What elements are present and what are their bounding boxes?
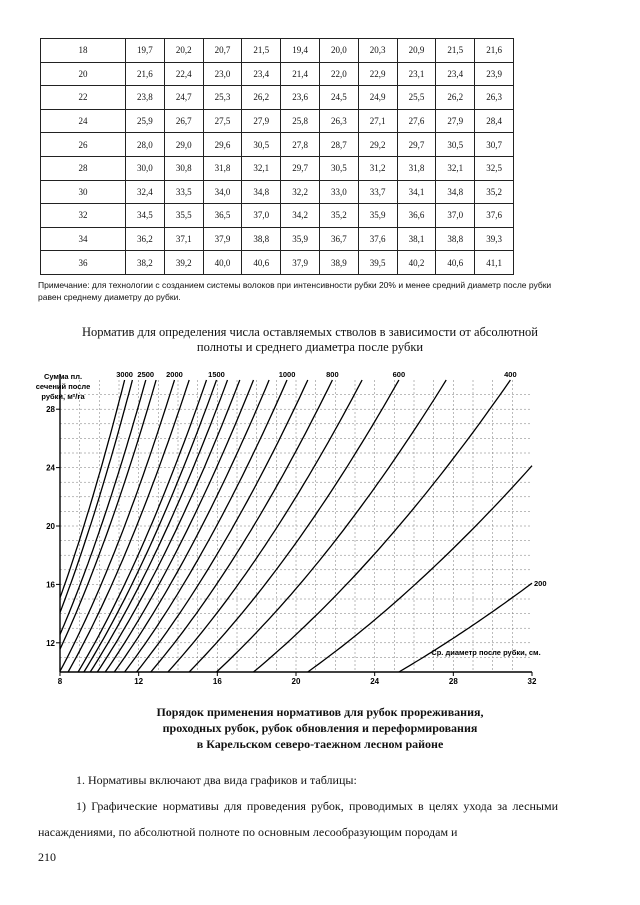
table-cell: 26,2: [436, 86, 475, 110]
table-cell: 36,7: [319, 227, 358, 251]
table-cell: 34,2: [281, 204, 320, 228]
row-diameter-cell: 36: [41, 251, 126, 275]
series-curve-1200: [105, 380, 253, 672]
table-cell: 26,7: [164, 109, 203, 133]
table-cell: 32,5: [475, 156, 514, 180]
table-cell: 20,9: [397, 39, 436, 63]
table-cell: 23,8: [126, 86, 165, 110]
table-cell: 27,9: [436, 109, 475, 133]
table-cell: 24,5: [319, 86, 358, 110]
table-cell: 36,6: [397, 204, 436, 228]
x-axis-label: Ср. диаметр после рубки, см.: [431, 648, 541, 657]
table-cell: 20,0: [319, 39, 358, 63]
table-cell: 26,3: [319, 109, 358, 133]
table-cell: 25,9: [126, 109, 165, 133]
table-cell: 29,6: [203, 133, 242, 157]
table-cell: 35,5: [164, 204, 203, 228]
y-tick-label: 28: [46, 405, 55, 415]
table-cell: 25,3: [203, 86, 242, 110]
table-cell: 21,6: [475, 39, 514, 63]
section-title: [60, 704, 580, 752]
y-axis-label: сечений после: [35, 382, 91, 391]
table-cell: 38,2: [126, 251, 165, 275]
table-cell: 38,8: [242, 227, 281, 251]
y-axis-label: Сумма пл.: [43, 372, 83, 381]
table-cell: 30,8: [164, 156, 203, 180]
table-cell: 30,5: [319, 156, 358, 180]
table-cell: 32,4: [126, 180, 165, 204]
series-label: 1500: [208, 370, 225, 379]
table-cell: 23,4: [242, 62, 281, 86]
table-cell: 30,5: [436, 133, 475, 157]
table-cell: 37,1: [164, 227, 203, 251]
table-cell: 30,7: [475, 133, 514, 157]
y-tick-label: 20: [46, 522, 55, 531]
table-cell: 38,9: [319, 251, 358, 275]
table-cell: 29,7: [397, 133, 436, 157]
table-cell: 37,9: [203, 227, 242, 251]
series-curve-2800: [60, 380, 132, 613]
table-cell: 25,8: [281, 109, 320, 133]
table-cell: 39,5: [358, 251, 397, 275]
table-cell: 31,8: [397, 156, 436, 180]
table-cell: 27,8: [281, 133, 320, 157]
table-cell: 34,0: [203, 180, 242, 204]
table-cell: 28,4: [475, 109, 514, 133]
table-cell: 36,2: [126, 227, 165, 251]
table-cell: 23,6: [281, 86, 320, 110]
table-cell: 39,2: [164, 251, 203, 275]
table-cell: 37,6: [358, 227, 397, 251]
table-cell: 29,7: [281, 156, 320, 180]
x-tick-label: 28: [448, 677, 458, 686]
table-cell: 20,3: [358, 39, 397, 63]
series-label: 1000: [278, 370, 296, 379]
table-cell: 40,2: [397, 251, 436, 275]
table-cell: 24,7: [164, 86, 203, 110]
row-diameter-cell: 32: [41, 204, 126, 228]
table-cell: 23,0: [203, 62, 242, 86]
table-cell: 19,7: [126, 39, 165, 63]
table-cell: 21,5: [436, 39, 475, 63]
y-axis-label: рубки, м²/га: [41, 392, 85, 401]
section-title-line-2: проходных рубок, рубок обновления и переформирования: [162, 721, 478, 735]
x-tick-label: 12: [134, 677, 144, 686]
table-cell: 27,6: [397, 109, 436, 133]
series-label: 200: [534, 579, 547, 589]
table-cell: 33,5: [164, 180, 203, 204]
row-diameter-cell: 26: [41, 133, 126, 157]
table-cell: 23,1: [397, 62, 436, 86]
table-cell: 34,5: [126, 204, 165, 228]
table-cell: 30,0: [126, 156, 165, 180]
table-cell: 21,5: [242, 39, 281, 63]
table-cell: 31,2: [358, 156, 397, 180]
table-cell: 37,9: [281, 251, 320, 275]
row-diameter-cell: 20: [41, 62, 126, 86]
table-cell: 34,8: [242, 180, 281, 204]
table-cell: 33,7: [358, 180, 397, 204]
table-cell: 27,5: [203, 109, 242, 133]
series-label: 400: [504, 370, 517, 379]
table-cell: 19,4: [281, 39, 320, 63]
series-label: 600: [392, 370, 406, 379]
y-tick-label: 16: [46, 580, 55, 590]
table-cell: 38,1: [397, 227, 436, 251]
paragraph-1: 1. Нормативы включают два вида графиков и таблицы:: [76, 773, 357, 787]
table-cell: 40,6: [242, 251, 281, 275]
section-title-line-3: в Карельском северо-таежном лесном районе: [196, 737, 444, 751]
series-label: 3000: [116, 370, 133, 379]
table-cell: 23,4: [436, 62, 475, 86]
table-cell: 32,1: [436, 156, 475, 180]
series-curve-3000: [60, 380, 125, 598]
table-cell: 38,8: [436, 227, 475, 251]
table-cell: 33,0: [319, 180, 358, 204]
series-label: 2000: [166, 370, 183, 379]
table-cell: 26,3: [475, 86, 514, 110]
series-label: 2500: [137, 370, 155, 379]
series-curve-200: [399, 583, 532, 672]
table-cell: 35,2: [475, 180, 514, 204]
table-cell: 40,0: [203, 251, 242, 275]
table-cell: 37,6: [475, 204, 514, 228]
x-tick-label: 16: [212, 677, 222, 686]
row-diameter-cell: 18: [41, 39, 126, 63]
table-cell: 26,2: [242, 86, 281, 110]
series-label: 800: [326, 370, 339, 379]
x-tick-label: 8: [57, 677, 63, 686]
table-cell: 34,8: [436, 180, 475, 204]
x-tick-label: 32: [527, 677, 537, 686]
table-cell: 36,5: [203, 204, 242, 228]
table-cell: 23,9: [475, 62, 514, 86]
table-cell: 25,5: [397, 86, 436, 110]
table-cell: 41,1: [475, 251, 514, 275]
table-cell: 28,7: [319, 133, 358, 157]
table-cell: 32,2: [281, 180, 320, 204]
row-diameter-cell: 22: [41, 86, 126, 110]
table-cell: 35,9: [281, 227, 320, 251]
table-cell: 35,9: [358, 204, 397, 228]
table-cell: 21,4: [281, 62, 320, 86]
table-cell: 40,6: [436, 251, 475, 275]
x-tick-label: 24: [370, 677, 380, 686]
x-tick-label: 20: [291, 677, 301, 686]
y-tick-label: 24: [46, 463, 55, 473]
table-cell: 27,1: [358, 109, 397, 133]
table-cell: 34,1: [397, 180, 436, 204]
table-cell: 32,1: [242, 156, 281, 180]
table-cell: 24,9: [358, 86, 397, 110]
row-diameter-cell: 30: [41, 180, 126, 204]
chart-title: Норматив для определения числа оставляемых стволов в зависимости от абсолютной полноты и среднего диаметра после рубки: [81, 325, 538, 354]
table-cell: 29,2: [358, 133, 397, 157]
series-curve-2500: [60, 380, 146, 635]
row-diameter-cell: 24: [41, 109, 126, 133]
y-tick-label: 12: [46, 638, 55, 648]
table-cell: 29,0: [164, 133, 203, 157]
table-cell: 37,0: [242, 204, 281, 228]
paragraph-2: 1) Графические нормативы для проведения рубок, проводимых в целях ухода за лесными насаждениями, по абсолютной полноте по основным лесообразующим породам и: [38, 799, 558, 839]
table-cell: 22,0: [319, 62, 358, 86]
table-cell: 20,2: [164, 39, 203, 63]
table-cell: 35,2: [319, 204, 358, 228]
table-cell: 22,4: [164, 62, 203, 86]
table-cell: 27,9: [242, 109, 281, 133]
table-cell: 31,8: [203, 156, 242, 180]
table-cell: 22,9: [358, 62, 397, 86]
table-cell: 20,7: [203, 39, 242, 63]
table-cell: 21,6: [126, 62, 165, 86]
section-title-line-1: Порядок применения нормативов для рубок прореживания,: [156, 705, 484, 719]
table-cell: 30,5: [242, 133, 281, 157]
page-number: 210: [38, 850, 56, 864]
row-diameter-cell: 28: [41, 156, 126, 180]
table-note: Примечание: для технологии с созданием системы волоков при интенсивности рубки 20% и менее средний диаметр после рубки равен среднему диаметру до рубки.: [38, 280, 552, 302]
table-cell: 37,0: [436, 204, 475, 228]
row-diameter-cell: 34: [41, 227, 126, 251]
table-cell: 28,0: [126, 133, 165, 157]
table-cell: 39,3: [475, 227, 514, 251]
